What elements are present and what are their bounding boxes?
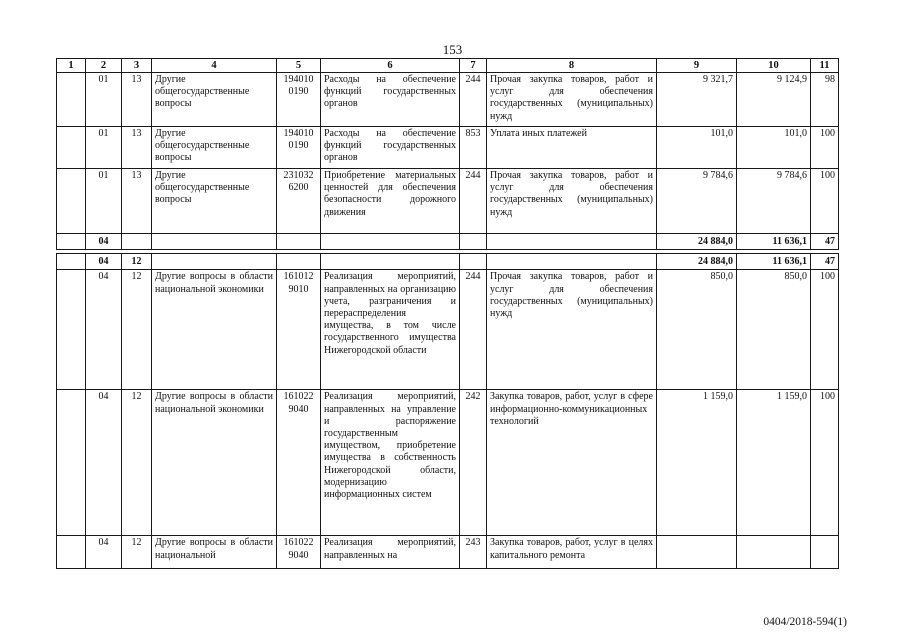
section-name-cell bbox=[152, 254, 277, 270]
column-header: 7 bbox=[460, 59, 487, 73]
expense-type-code-cell: 244 bbox=[460, 169, 487, 234]
table-row bbox=[57, 536, 839, 569]
expense-type-name-cell: Прочая закупка товаров, работ и услуг для обеспечения государственных (муниципальных) нужд bbox=[487, 73, 657, 127]
row-number-cell bbox=[57, 73, 86, 127]
target-code-cell: 161012 9010 bbox=[277, 270, 321, 390]
target-name-cell bbox=[321, 254, 460, 270]
row-number-cell bbox=[57, 169, 86, 234]
table-row bbox=[57, 390, 839, 536]
row-number-cell bbox=[57, 127, 86, 169]
planned-amount-cell: 101,0 bbox=[657, 127, 737, 169]
expense-type-name-cell bbox=[487, 254, 657, 270]
row-number-cell bbox=[57, 234, 86, 250]
section-name-cell: Другие общегосударственные вопросы bbox=[152, 169, 277, 234]
target-code-cell: 161022 9040 bbox=[277, 390, 321, 536]
target-code-cell: 231032 6200 bbox=[277, 169, 321, 234]
section-name-cell: Другие вопросы в области национальной bbox=[152, 536, 277, 569]
subsection-cell: 12 bbox=[122, 270, 152, 390]
section-cell: 01 bbox=[86, 169, 122, 234]
target-name-cell: Реализация мероприятий, направленных на организацию учета, разграничения и перераспределения имущества, в том числе государственного имущества Нижегородской области bbox=[321, 270, 460, 390]
target-name-cell: Расходы на обеспечение функций государственных органов bbox=[321, 73, 460, 127]
planned-amount-cell: 24 884,0 bbox=[657, 254, 737, 270]
planned-amount-cell: 1 159,0 bbox=[657, 390, 737, 536]
expense-type-code-cell bbox=[460, 234, 487, 250]
expense-type-code-cell: 243 bbox=[460, 536, 487, 569]
table-row bbox=[57, 127, 839, 169]
section-name-cell: Другие общегосударственные вопросы bbox=[152, 127, 277, 169]
row-number-cell bbox=[57, 390, 86, 536]
target-code-cell bbox=[277, 234, 321, 250]
subtotal-row bbox=[57, 254, 839, 270]
percent-cell: 100 bbox=[811, 390, 839, 536]
subsection-cell: 12 bbox=[122, 254, 152, 270]
section-cell: 04 bbox=[86, 234, 122, 250]
expense-type-code-cell: 244 bbox=[460, 73, 487, 127]
percent-cell: 98 bbox=[811, 73, 839, 127]
document-code: 0404/2018-594(1) bbox=[763, 616, 847, 628]
table-header-row bbox=[57, 59, 839, 73]
actual-amount-cell bbox=[737, 536, 811, 569]
column-header: 3 bbox=[122, 59, 152, 73]
row-number-cell bbox=[57, 536, 86, 569]
percent-cell: 100 bbox=[811, 127, 839, 169]
column-header: 5 bbox=[277, 59, 321, 73]
section-name-cell bbox=[152, 234, 277, 250]
expense-type-name-cell: Прочая закупка товаров, работ и услуг для обеспечения государственных (муниципальных) нужд bbox=[487, 270, 657, 390]
percent-cell: 100 bbox=[811, 169, 839, 234]
subsection-cell: 13 bbox=[122, 169, 152, 234]
actual-amount-cell: 101,0 bbox=[737, 127, 811, 169]
expense-type-code-cell: 242 bbox=[460, 390, 487, 536]
column-header: 1 bbox=[57, 59, 86, 73]
subtotal-row bbox=[57, 234, 839, 250]
target-name-cell bbox=[321, 234, 460, 250]
expense-type-name-cell bbox=[487, 234, 657, 250]
section-name-cell: Другие вопросы в области национальной экономики bbox=[152, 390, 277, 536]
column-header: 4 bbox=[152, 59, 277, 73]
percent-cell: 100 bbox=[811, 270, 839, 390]
actual-amount-cell: 9 784,6 bbox=[737, 169, 811, 234]
column-header: 9 bbox=[657, 59, 737, 73]
column-header: 10 bbox=[737, 59, 811, 73]
actual-amount-cell: 11 636,1 bbox=[737, 234, 811, 250]
column-header: 11 bbox=[811, 59, 839, 73]
section-name-cell: Другие вопросы в области национальной экономики bbox=[152, 270, 277, 390]
target-name-cell: Приобретение материальных ценностей для обеспечения безопасности дорожного движения bbox=[321, 169, 460, 234]
section-cell: 04 bbox=[86, 254, 122, 270]
column-header: 2 bbox=[86, 59, 122, 73]
section-cell: 01 bbox=[86, 73, 122, 127]
actual-amount-cell: 9 124,9 bbox=[737, 73, 811, 127]
expense-type-code-cell: 853 bbox=[460, 127, 487, 169]
section-cell: 04 bbox=[86, 536, 122, 569]
actual-amount-cell: 11 636,1 bbox=[737, 254, 811, 270]
expense-type-name-cell: Закупка товаров, работ, услуг в целях капитального ремонта bbox=[487, 536, 657, 569]
planned-amount-cell bbox=[657, 536, 737, 569]
target-code-cell: 161022 9040 bbox=[277, 536, 321, 569]
target-name-cell: Реализация мероприятий, направленных на bbox=[321, 536, 460, 569]
expense-type-code-cell: 244 bbox=[460, 270, 487, 390]
target-name-cell: Расходы на обеспечение функций государственных органов bbox=[321, 127, 460, 169]
page-number: 153 bbox=[442, 42, 463, 57]
planned-amount-cell: 9 784,6 bbox=[657, 169, 737, 234]
actual-amount-cell: 1 159,0 bbox=[737, 390, 811, 536]
target-code-cell: 194010 0190 bbox=[277, 127, 321, 169]
subsection-cell: 12 bbox=[122, 536, 152, 569]
expense-type-code-cell bbox=[460, 254, 487, 270]
expense-type-name-cell: Закупка товаров, работ, услуг в сфере информационно-коммуникационных технологий bbox=[487, 390, 657, 536]
percent-cell: 47 bbox=[811, 234, 839, 250]
expense-type-name-cell: Прочая закупка товаров, работ и услуг для обеспечения государственных (муниципальных) нужд bbox=[487, 169, 657, 234]
target-code-cell bbox=[277, 254, 321, 270]
budget-table bbox=[56, 58, 839, 569]
expense-type-name-cell: Уплата иных платежей bbox=[487, 127, 657, 169]
percent-cell bbox=[811, 536, 839, 569]
subsection-cell: 12 bbox=[122, 390, 152, 536]
section-cell: 04 bbox=[86, 270, 122, 390]
column-header: 8 bbox=[487, 59, 657, 73]
row-number-cell bbox=[57, 270, 86, 390]
section-cell: 04 bbox=[86, 390, 122, 536]
column-header: 6 bbox=[321, 59, 460, 73]
target-code-cell: 194010 0190 bbox=[277, 73, 321, 127]
section-cell: 01 bbox=[86, 127, 122, 169]
percent-cell: 47 bbox=[811, 254, 839, 270]
planned-amount-cell: 850,0 bbox=[657, 270, 737, 390]
table-row bbox=[57, 73, 839, 127]
table-row bbox=[57, 270, 839, 390]
row-number-cell bbox=[57, 254, 86, 270]
section-name-cell: Другие общегосударственные вопросы bbox=[152, 73, 277, 127]
planned-amount-cell: 9 321,7 bbox=[657, 73, 737, 127]
subsection-cell bbox=[122, 234, 152, 250]
planned-amount-cell: 24 884,0 bbox=[657, 234, 737, 250]
actual-amount-cell: 850,0 bbox=[737, 270, 811, 390]
subsection-cell: 13 bbox=[122, 73, 152, 127]
table-row bbox=[57, 169, 839, 234]
target-name-cell: Реализация мероприятий, направленных на управление и распоряжение государственным имуществом, приобретение имущества в собственность Нижегородской области, модернизацию информационных систем bbox=[321, 390, 460, 536]
subsection-cell: 13 bbox=[122, 127, 152, 169]
